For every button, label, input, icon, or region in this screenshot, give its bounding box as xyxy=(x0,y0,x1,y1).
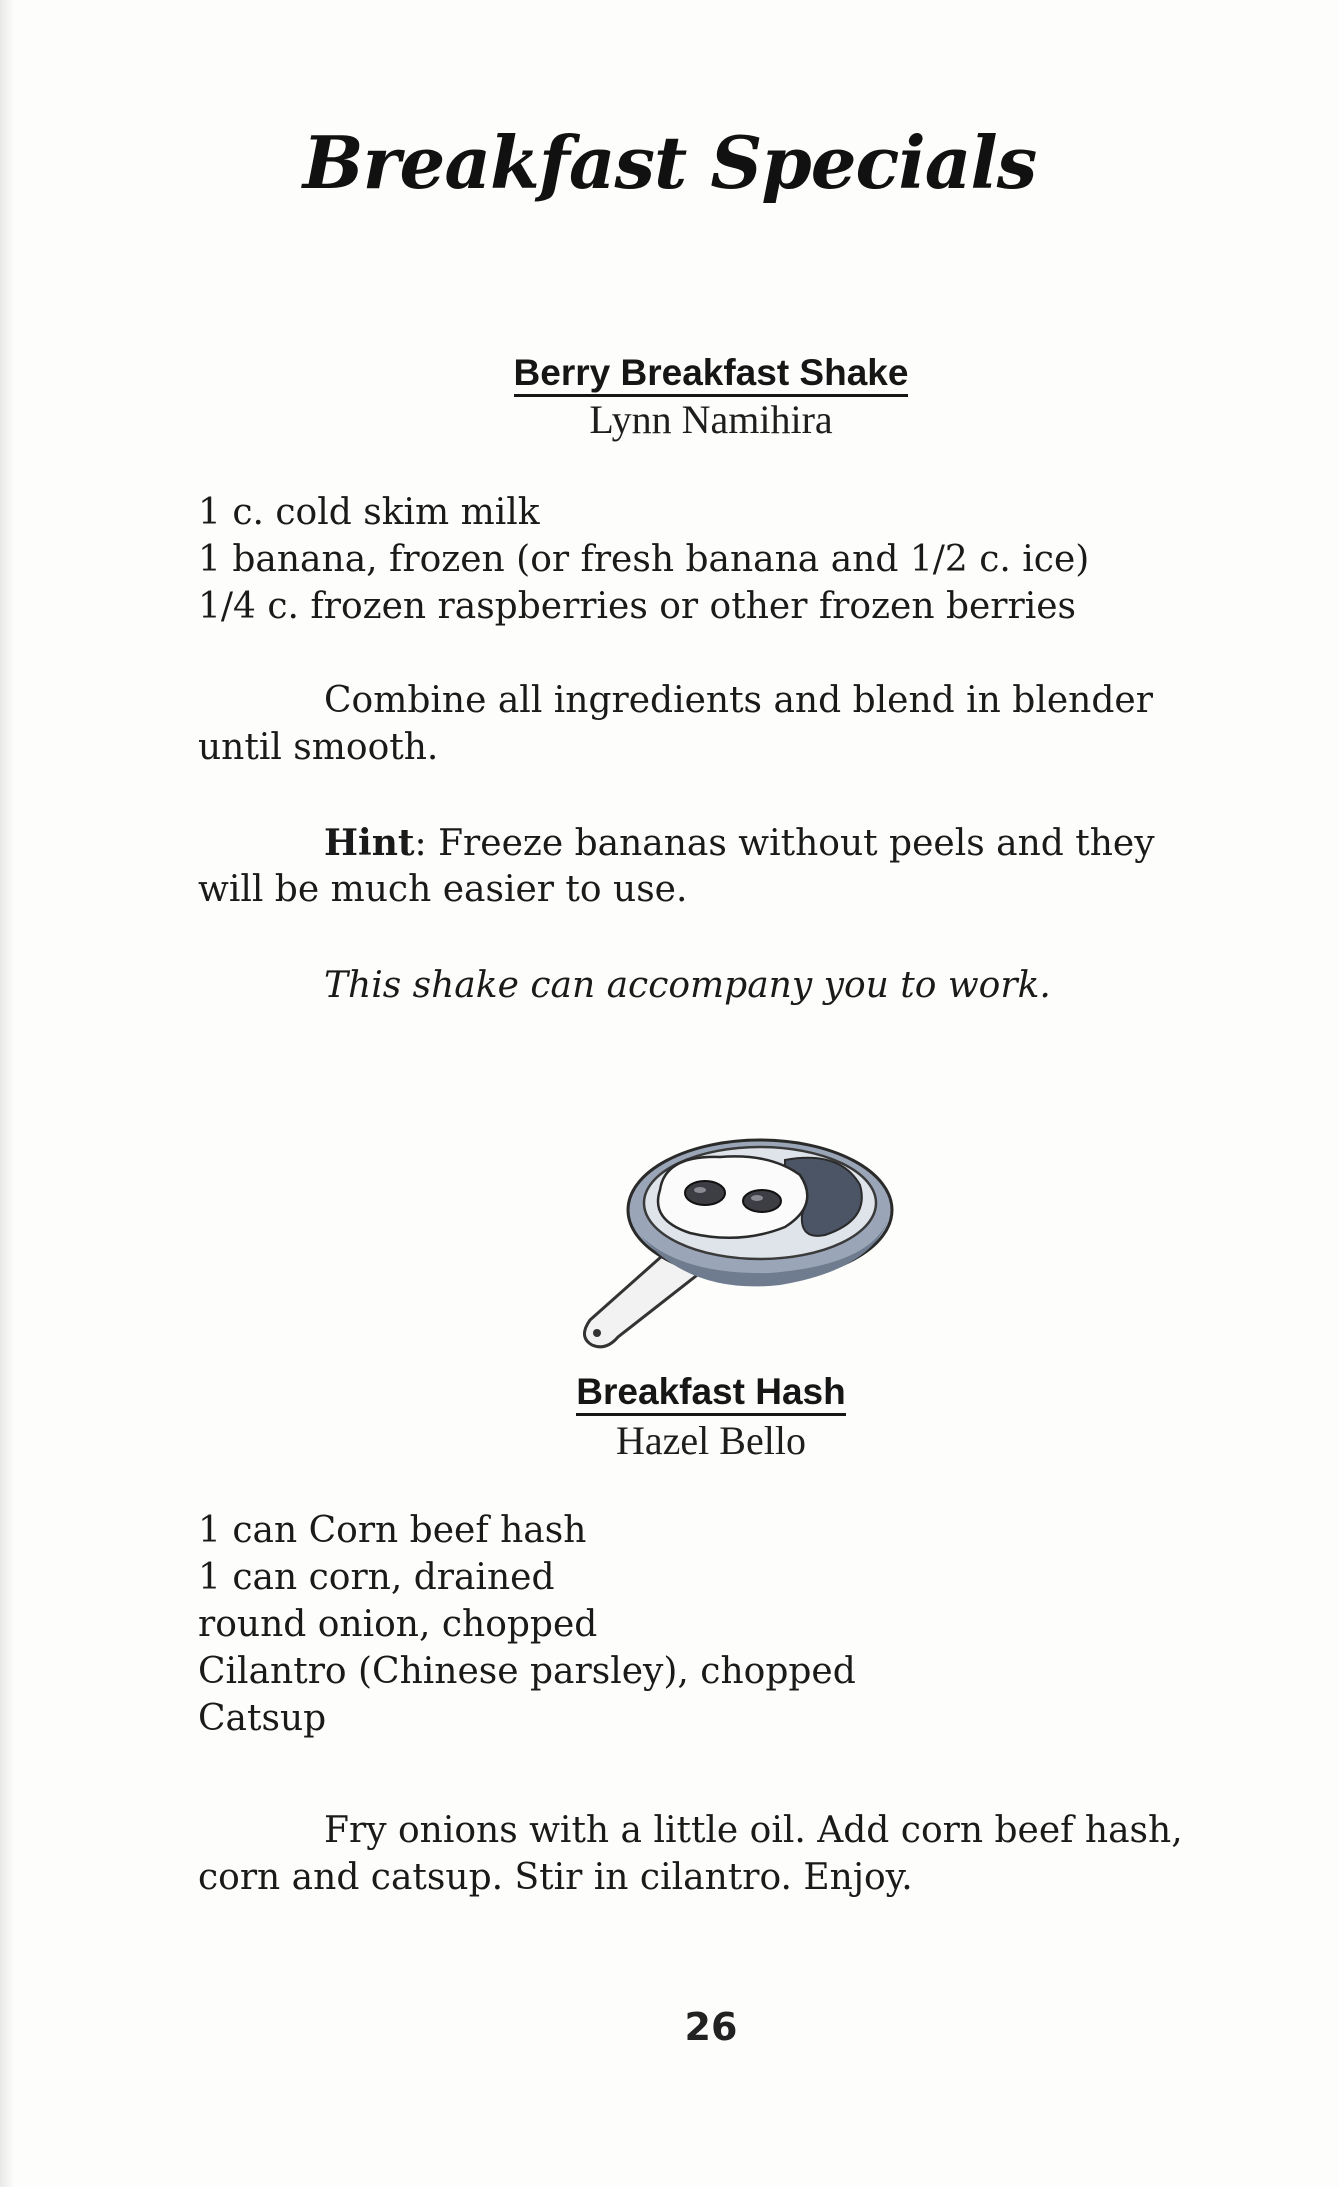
recipe-author: Hazel Bello xyxy=(616,1418,806,1463)
frying-pan-eggs-icon xyxy=(570,1115,900,1359)
ingredient-line: Catsup xyxy=(198,1698,327,1739)
hint-line: will be much easier to use. xyxy=(198,869,688,910)
ingredient-line: 1 can corn, drained xyxy=(198,1557,555,1598)
ingredient-line: 1 can Corn beef hash xyxy=(198,1510,587,1551)
recipe-title: Berry Breakfast Shake xyxy=(0,352,1339,394)
recipe-note: This shake can accompany you to work. xyxy=(324,965,1051,1006)
recipe-author: Lynn Namihira xyxy=(589,397,833,442)
page-edge xyxy=(0,0,14,2187)
ingredient-line: round onion, chopped xyxy=(198,1604,598,1645)
hint-text: : Freeze bananas without peels and they xyxy=(414,823,1155,864)
ingredient-line: 1/4 c. frozen raspberries or other frozen berries xyxy=(198,586,1077,627)
hint-label: Hint xyxy=(324,822,415,864)
ingredient-line: 1 banana, frozen (or fresh banana and 1/2 c. ice) xyxy=(198,539,1090,580)
ingredient-line: Cilantro (Chinese parsley), chopped xyxy=(198,1651,856,1692)
directions-line: until smooth. xyxy=(198,727,439,768)
section-title: Breakfast Specials xyxy=(302,120,1037,205)
directions-line: Combine all ingredients and blend in blender xyxy=(324,680,1153,721)
directions-line: corn and catsup. Stir in cilantro. Enjoy. xyxy=(198,1857,913,1898)
ingredient-line: 1 c. cold skim milk xyxy=(198,492,540,533)
page-number: 26 xyxy=(684,2005,738,2049)
hint-line xyxy=(324,822,1155,864)
directions-line: Fry onions with a little oil. Add corn beef hash, xyxy=(324,1810,1183,1851)
recipe-title: Breakfast Hash xyxy=(0,1371,1339,1413)
